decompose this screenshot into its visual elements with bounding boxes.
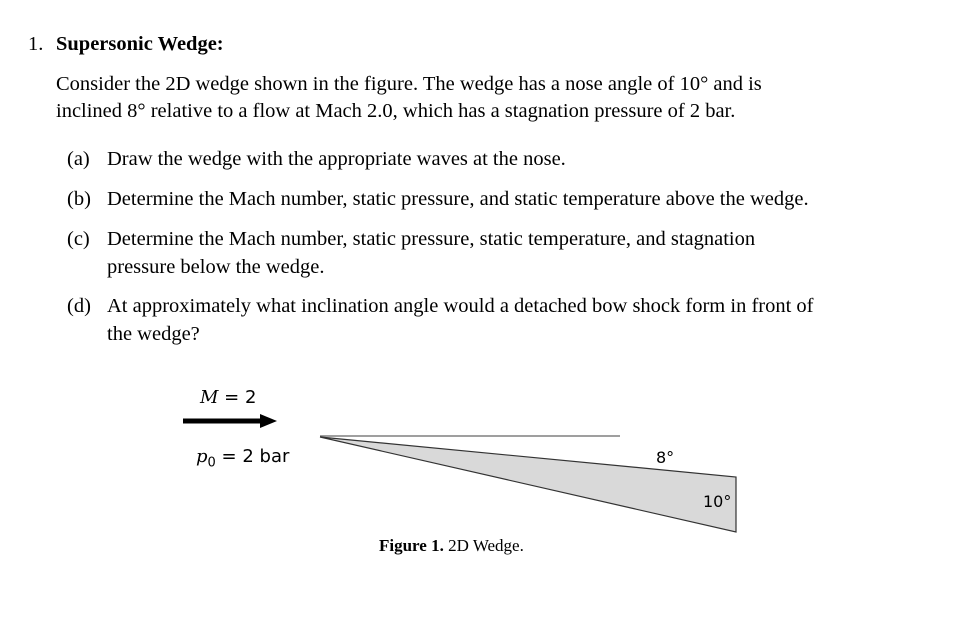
part-d-text-2: the wedge? — [107, 323, 200, 345]
intro-line-2: inclined 8° relative to a flow at Mach 2.0, which has a stagnation pressure of 2 bar. — [56, 100, 736, 122]
intro-line-1: Consider the 2D wedge shown in the figure. The wedge has a nose angle of 10° and is — [56, 73, 762, 95]
part-c-text-2: pressure below the wedge. — [107, 256, 325, 278]
stagnation-pressure-label — [196, 443, 289, 478]
part-a-label: (a) — [67, 148, 90, 170]
freestream-arrow-head — [260, 414, 277, 428]
problem-title-text: Supersonic Wedge: — [56, 33, 224, 55]
part-d-label: (d) — [67, 295, 91, 317]
part-b-text: Determine the Mach number, static pressure, and static temperature above the wedge. — [107, 188, 809, 210]
figure-caption — [379, 532, 524, 560]
mach-value: = 2 — [218, 387, 257, 408]
part-a-text: Draw the wedge with the appropriate waves at the nose. — [107, 148, 566, 170]
nose-angle-label: 10° — [703, 492, 732, 511]
caption-label: Figure 1. — [379, 536, 444, 555]
part-d-text-1: At approximately what inclination angle would a detached bow shock form in front of — [107, 295, 814, 317]
mach-label — [200, 384, 256, 412]
problem-number: 1. — [28, 33, 44, 55]
part-b-label: (b) — [67, 188, 91, 210]
part-c-text-1: Determine the Mach number, static pressure, static temperature, and stagnation — [107, 228, 756, 250]
p0-subscript: 0 — [207, 455, 216, 471]
p0-value: = 2 bar — [215, 446, 290, 467]
inclination-angle-label: 8° — [656, 448, 675, 467]
part-c-label: (c) — [67, 228, 90, 250]
mach-symbol: M — [200, 387, 219, 408]
p0-symbol: p — [196, 446, 208, 467]
caption-text: 2D Wedge. — [443, 536, 524, 555]
